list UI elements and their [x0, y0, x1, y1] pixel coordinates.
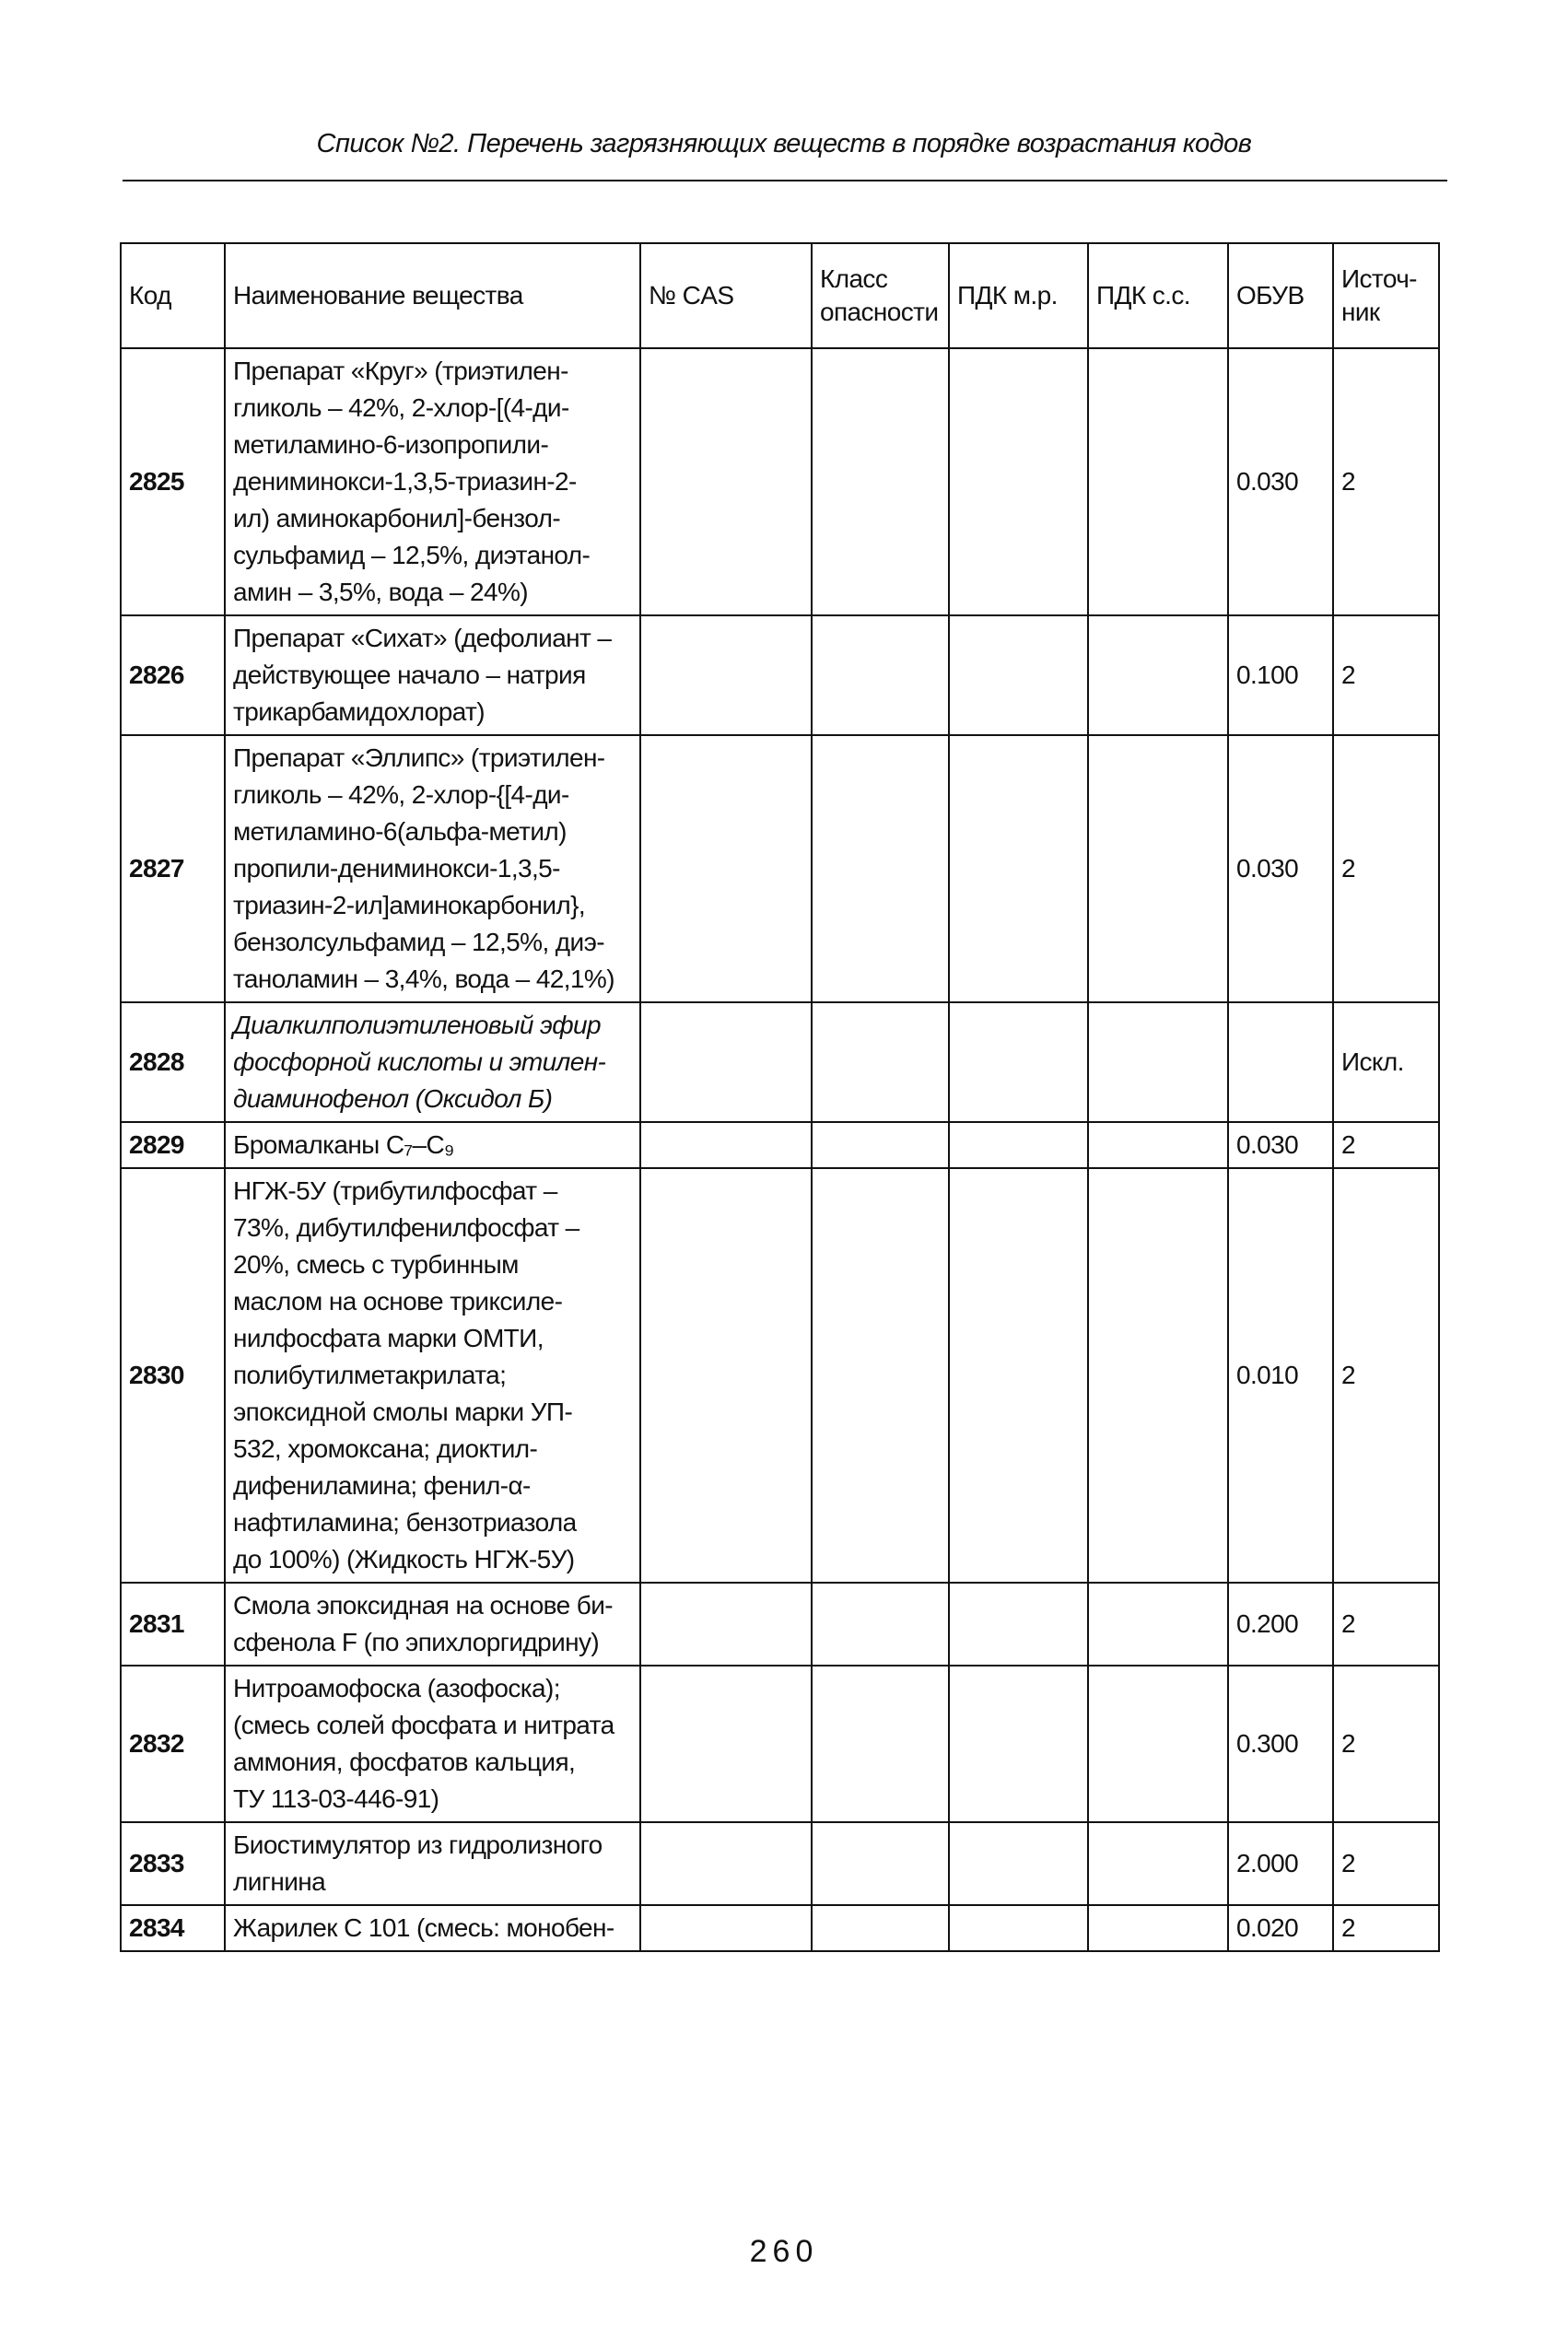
- cell-name: Бромалканы C₇–C₉: [225, 1122, 640, 1168]
- cell-hazard-class: [812, 348, 949, 615]
- header-obuv: ОБУВ: [1228, 243, 1333, 348]
- cell-cas: [640, 1822, 812, 1905]
- table-row: [121, 1002, 1439, 1122]
- cell-obuv: 0.030: [1228, 348, 1333, 615]
- cell-pdk-mr: [949, 1002, 1088, 1122]
- cell-cas: [640, 348, 812, 615]
- cell-hazard-class: [812, 615, 949, 735]
- cell-name: Смола эпоксидная на основе би- сфенола F (по эпихлоргидрину): [225, 1583, 640, 1666]
- cell-code: 2829: [121, 1122, 225, 1168]
- cell-code: 2833: [121, 1822, 225, 1905]
- cell-code: 2834: [121, 1905, 225, 1951]
- cell-name: Препарат «Сихат» (дефолиант – действующее начало – натрия трикарбамидохлорат): [225, 615, 640, 735]
- cell-pdk-mr: [949, 735, 1088, 1002]
- table-row: [121, 1666, 1439, 1822]
- cell-code: 2827: [121, 735, 225, 1002]
- cell-cas: [640, 1002, 812, 1122]
- table-row: [121, 735, 1439, 1002]
- cell-obuv: 2.000: [1228, 1822, 1333, 1905]
- header-cas: № CAS: [640, 243, 812, 348]
- cell-obuv: 0.300: [1228, 1666, 1333, 1822]
- cell-obuv: 0.030: [1228, 735, 1333, 1002]
- cell-source: Искл.: [1333, 1002, 1439, 1122]
- cell-name: Жарилек С 101 (смесь: монобен-: [225, 1905, 640, 1951]
- header-pdk-mr: ПДК м.р.: [949, 243, 1088, 348]
- cell-source: 2: [1333, 1583, 1439, 1666]
- cell-pdk-ss: [1088, 615, 1228, 735]
- cell-hazard-class: [812, 1822, 949, 1905]
- cell-obuv: 0.010: [1228, 1168, 1333, 1583]
- cell-pdk-mr: [949, 1822, 1088, 1905]
- cell-source: 2: [1333, 1122, 1439, 1168]
- table-row: [121, 615, 1439, 735]
- cell-name: Препарат «Круг» (триэтилен- гликоль – 42%, 2-хлор-[(4-ди- метиламино-6-изопропили- дениминокси-1,3,5-триазин-2- ил) аминокарбонил]-бензол- сульфамид – 12,5%, диэтанол- амин – 3,5%, вода – 24%): [225, 348, 640, 615]
- table-header-row: [121, 243, 1439, 348]
- table-row: [121, 1168, 1439, 1583]
- running-head: Список №2. Перечень загрязняющих веществ в порядке возрастания кодов: [316, 129, 1252, 158]
- substances-table: [120, 242, 1440, 1952]
- header-source: Источ- ник: [1333, 243, 1439, 348]
- cell-cas: [640, 735, 812, 1002]
- cell-obuv: 0.030: [1228, 1122, 1333, 1168]
- cell-hazard-class: [812, 1168, 949, 1583]
- cell-pdk-mr: [949, 1122, 1088, 1168]
- cell-source: 2: [1333, 1905, 1439, 1951]
- cell-pdk-ss: [1088, 1822, 1228, 1905]
- header-hazard-class: Класс опасности: [812, 243, 949, 348]
- cell-code: 2830: [121, 1168, 225, 1583]
- cell-pdk-ss: [1088, 348, 1228, 615]
- cell-pdk-ss: [1088, 1002, 1228, 1122]
- cell-pdk-mr: [949, 1905, 1088, 1951]
- cell-obuv: [1228, 1002, 1333, 1122]
- cell-hazard-class: [812, 1583, 949, 1666]
- header-name: Наименование вещества: [225, 243, 640, 348]
- cell-hazard-class: [812, 735, 949, 1002]
- cell-code: 2826: [121, 615, 225, 735]
- page-number: 260: [749, 2234, 819, 2269]
- header-rule: [123, 180, 1447, 181]
- cell-source: 2: [1333, 1666, 1439, 1822]
- cell-pdk-ss: [1088, 735, 1228, 1002]
- table-row: [121, 1822, 1439, 1905]
- cell-obuv: 0.100: [1228, 615, 1333, 735]
- cell-name: Нитроамофоска (азофоска); (смесь солей фосфата и нитрата аммония, фосфатов кальция, ТУ 113-03-446-91): [225, 1666, 640, 1822]
- header-code: Код: [121, 243, 225, 348]
- table-row: [121, 348, 1439, 615]
- cell-code: 2832: [121, 1666, 225, 1822]
- cell-name: Биостимулятор из гидролизного лигнина: [225, 1822, 640, 1905]
- header-pdk-ss: ПДК с.с.: [1088, 243, 1228, 348]
- cell-pdk-ss: [1088, 1583, 1228, 1666]
- cell-hazard-class: [812, 1002, 949, 1122]
- cell-code: 2828: [121, 1002, 225, 1122]
- table-row: [121, 1583, 1439, 1666]
- cell-pdk-mr: [949, 615, 1088, 735]
- cell-cas: [640, 1666, 812, 1822]
- cell-pdk-ss: [1088, 1905, 1228, 1951]
- cell-source: 2: [1333, 735, 1439, 1002]
- cell-name: Диалкилполиэтиленовый эфир фосфорной кислоты и этилен- диаминофенол (Оксидол Б): [225, 1002, 640, 1122]
- cell-pdk-mr: [949, 348, 1088, 615]
- cell-cas: [640, 1168, 812, 1583]
- cell-hazard-class: [812, 1122, 949, 1168]
- cell-hazard-class: [812, 1666, 949, 1822]
- cell-hazard-class: [812, 1905, 949, 1951]
- cell-source: 2: [1333, 1822, 1439, 1905]
- cell-cas: [640, 1122, 812, 1168]
- cell-obuv: 0.200: [1228, 1583, 1333, 1666]
- cell-pdk-ss: [1088, 1168, 1228, 1583]
- cell-cas: [640, 615, 812, 735]
- cell-name: НГЖ-5У (трибутилфосфат – 73%, дибутилфенилфосфат – 20%, смесь с турбинным маслом на основе триксиле- нилфосфата марки ОМТИ, полибутилметакрилата; эпоксидной смолы марки УП- 532, хромоксана; диоктил- дифениламина; фенил-α- нафтиламина; бензотриазола до 100%) (Жидкость НГЖ-5У): [225, 1168, 640, 1583]
- cell-cas: [640, 1905, 812, 1951]
- cell-pdk-ss: [1088, 1666, 1228, 1822]
- cell-cas: [640, 1583, 812, 1666]
- cell-source: 2: [1333, 348, 1439, 615]
- cell-code: 2831: [121, 1583, 225, 1666]
- cell-source: 2: [1333, 615, 1439, 735]
- cell-pdk-mr: [949, 1583, 1088, 1666]
- cell-pdk-mr: [949, 1168, 1088, 1583]
- cell-obuv: 0.020: [1228, 1905, 1333, 1951]
- cell-pdk-mr: [949, 1666, 1088, 1822]
- cell-name: Препарат «Эллипс» (триэтилен- гликоль – 42%, 2-хлор-{[4-ди- метиламино-6(альфа-метил) пропили-дениминокси-1,3,5- триазин-2-ил]аминокарбонил}, бензолсульфамид – 12,5%, диэ- таноламин – 3,4%, вода – 42,1%): [225, 735, 640, 1002]
- cell-code: 2825: [121, 348, 225, 615]
- table-row: [121, 1122, 1439, 1168]
- cell-source: 2: [1333, 1168, 1439, 1583]
- cell-pdk-ss: [1088, 1122, 1228, 1168]
- table-row: [121, 1905, 1439, 1951]
